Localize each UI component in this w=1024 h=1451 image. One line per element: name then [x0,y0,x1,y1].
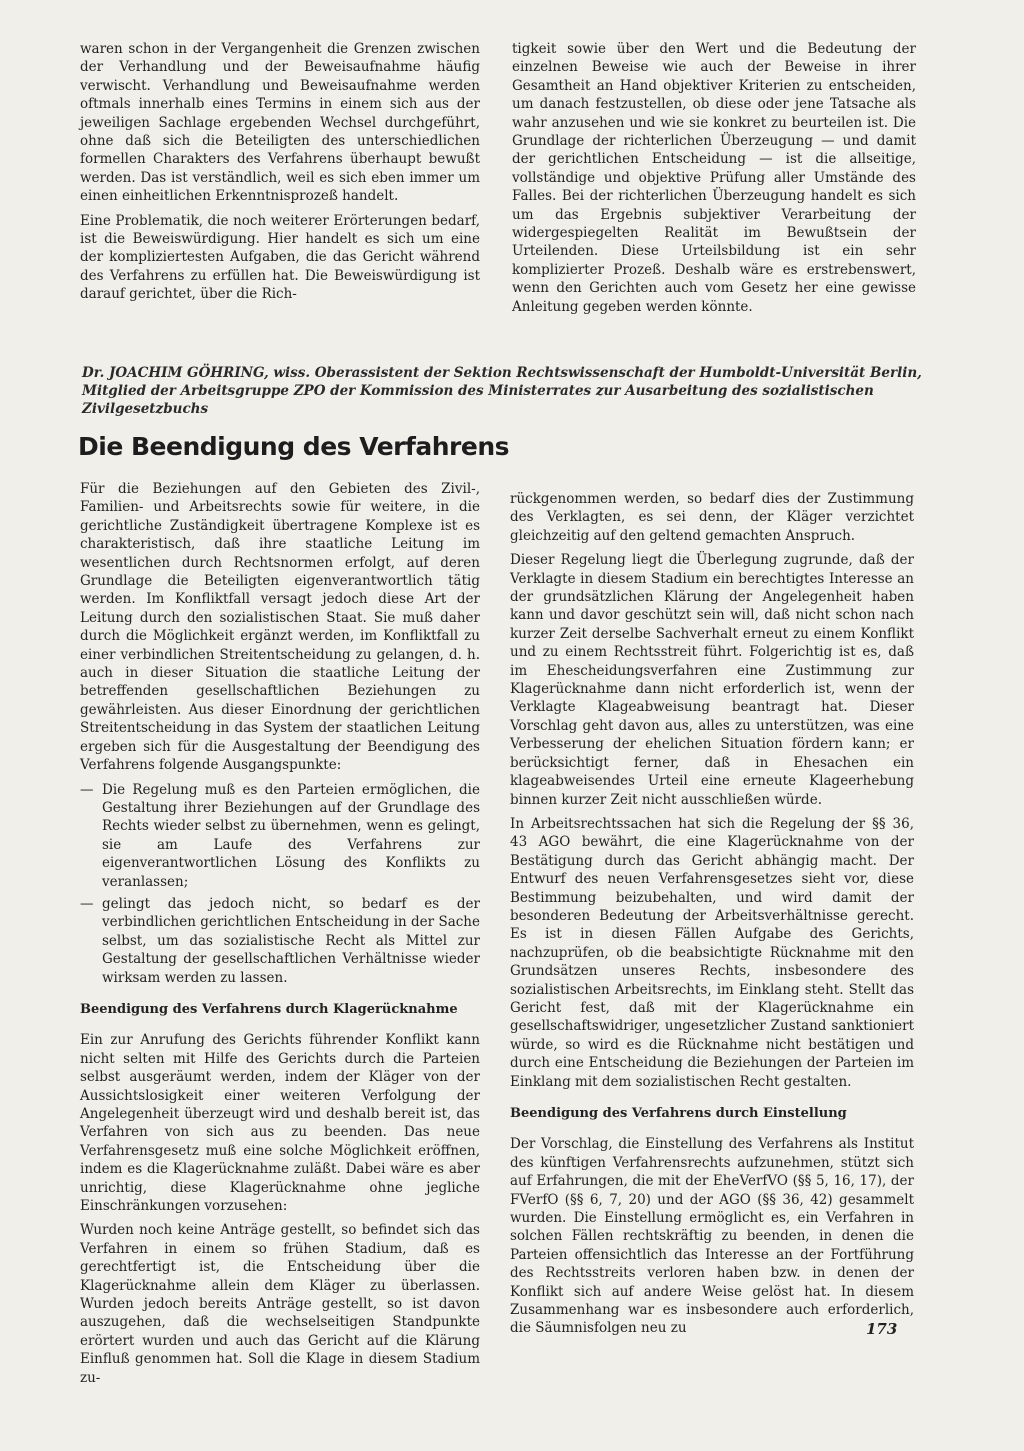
paragraph: Der Vorschlag, die Einstellung des Verfahrens als Institut des künftigen Verfahrensrechts aufzunehmen, stützt sich auf Erfahrungen, die mit der EheVerfVO (§§ 5, 16, 17), der FVerfO (§§ 6, 7, 20) und der AGO (§§ 36, 42) gesammelt wurden. Die Einstellung ermöglicht es, ein Verfahren in solchen Fällen rechtskräftig zu beenden, in denen die Parteien offensichtlich das Interesse an der Fortführung des Rechtsstreits verloren haben bzw. in denen der Konflikt sich auf andere Weise gelöst hat. In diesem Zusammenhang war es insbesondere auch erforderlich, die Säumnisfolgen neu zu [510,1136,914,1337]
section-heading: Beendigung des Verfahrens durch Einstellung [510,1106,847,1121]
paragraph: Ein zur Anrufung des Gerichts führender Konflikt kann nicht selten mit Hilfe des Gerichts durch die Parteien selbst ausgeräumt werden, indem der Kläger von der Aussichtslosigkeit einer weiteren Verfolgung der Angelegenheit überzeugt wird und deshalb bereit ist, das Verfahren von sich aus zu beenden. Das neue Verfahrensgesetz muß eine solche Möglichkeit eröffnen, indem es die Klagerücknahme zuläßt. Dabei wäre es aber unrichtig, diese Klagerücknahme ohne jegliche Einschränkungen vorzusehen: [80,1032,480,1215]
paragraph: Wurden noch keine Anträge gestellt, so befindet sich das Verfahren in einem so frühen Stadium, daß es gerechtfertigt ist, die Entscheidung über die Klagerücknahme allein dem Kläger zu überlassen. Wurden jedoch bereits Anträge gestellt, so ist davon auszugehen, daß die wechselseitigen Standpunkte erörtert wurden und auch das Gericht auf die Klärung Einfluß genommen hat. Soll die Klage in diesem Stadium zu- [80,1222,480,1386]
bottom-left-column [80,480,480,1393]
section-heading: Beendigung des Verfahrens durch Klagerücknahme [80,1001,458,1017]
top-right-column [512,40,916,322]
paragraph: rückgenommen werden, so bedarf dies der Zustimmung des Verklagten, es sei denn, der Kläger verzichtet gleichzeitig auf den geltend gemachten Anspruch. [510,491,914,544]
paragraph: waren schon in der Vergangenheit die Grenzen zwischen der Verhandlung und der Beweisaufnahme häufig verwischt. Verhandlung und Beweisaufnahme werden oftmals innerhalb eines Termins in einem sich aus der jeweiligen Sachlage ergebenden Wechsel durchgeführt, ohne daß sich die Beteiligten des unterschiedlichen formellen Charakters des Verfahrens überhaupt bewußt werden. Das ist verständlich, weil es sich eben immer um einen einheitlichen Erkenntnisprozeß handelt. [80,41,480,205]
author-credit: Dr. JOACHIM GÖHRING, wiss. Oberassistent der Sektion Rechtswissenschaft der Humboldt-Universität Berlin, Mitglied der Arbeitsgruppe ZPO der Kommission des Ministerrates zur Ausarbeitung des sozialistischen Zivilgesetzbuchs [82,365,922,417]
paragraph: Eine Problematik, die noch weiterer Erörterungen bedarf, ist die Beweiswürdigung. Hier handelt es sich um eine der kompliziertesten Aufgaben, die das Gericht während des Verfahrens zu erfüllen hat. Die Beweiswürdigung ist darauf gerichtet, über die Rich- [80,212,480,303]
page-number: 173 [866,1320,898,1338]
dash-mark: — [80,895,94,912]
paragraph: In Arbeitsrechtssachen hat sich die Regelung der §§ 36, 43 AGO bewährt, die eine Klagerücknahme von der Bestätigung durch das Gericht abhängig macht. Der Entwurf des neuen Verfahrensgesetzes sieht vor, diese Bestimmung beizubehalten, und wird damit der besonderen Bedeutung der Arbeitsverhältnisse gerecht. Es ist in diesen Fällen Aufgabe des Gerichts, nachzuprüfen, ob die beabsichtigte Rücknahme mit den Grundsätzen unseres Rechts, insbesondere des sozialistischen Arbeitsrechts, im Einklang steht. Stellt das Gericht fest, daß mit der Klagerücknahme ein gesellschaftswidriger, ungesetzlicher Zustand sanktioniert würde, so wird es die Rücknahme nicht bestätigen und durch eine Entscheidung die Beziehungen der Parteien im Einklang mit dem sozialistischen Recht gestalten. [510,815,914,1090]
list-item [80,781,480,891]
list-item [80,895,480,987]
bullet-list [80,781,480,987]
article-title: Die Beendigung des Verfahrens [78,432,510,461]
paragraph: tigkeit sowie über den Wert und die Bedeutung der einzelnen Beweise wie auch der Beweise in ihrer Gesamtheit an Hand objektiver Kriterien zu entscheiden, um danach festzustellen, ob diese oder jene Tatsache als wahr anzusehen und wie sie konkret zu beurteilen ist. Die Grundlage der richterlichen Überzeugung — und damit der gerichtlichen Entscheidung — ist die allseitige, vollständige und objektive Prüfung aller Umstände des Falles. Bei der richterlichen Überzeugung handelt es sich um das Ergebnis subjektiver Verarbeitung der widergespiegelten Realität im Bewußtsein der Urteilenden. Diese Urteilsbildung ist ein sehr komplizierter Prozeß. Deshalb wäre es erstrebenswert, wenn den Gerichten auch vom Gesetz her eine gewisse Anleitung gegeben werden könnte. [512,41,916,315]
paragraph: Für die Beziehungen auf den Gebieten des Zivil-, Familien- und Arbeitsrechts sowie für weitere, in die gerichtliche Zuständigkeit übertragene Komplexe ist es charakteristisch, daß ihre staatliche Leitung im wesentlichen durch Rechtsnormen erfolgt, auf deren Grundlage die Beteiligten eigenverantwortlich tätig werden. Im Konfliktfall versagt jedoch diese Art der Leitung durch den sozialistischen Staat. Sie muß daher durch die Möglichkeit ergänzt werden, im Konfliktfall zu einer verbindlichen Streitentscheidung zu gelangen, d. h. auch in dieser Situation die staatliche Leitung der betreffenden gesellschaftlichen Beziehungen zu gewährleisten. Aus dieser Einordnung der gerichtlichen Streitentscheidung in das System der staatlichen Leitung ergeben sich für die Ausgestaltung der Beendigung des Verfahrens folgende Ausgangspunkte: [80,481,480,774]
bottom-right-column [510,490,914,1344]
list-item-text: gelingt das jedoch nicht, so bedarf es der verbindlichen gerichtlichen Entscheidung in der Sache selbst, um das sozialistische Recht als Mittel zur Gestaltung der gesellschaftlichen Verhältnisse wieder wirksam werden zu lassen. [102,895,480,986]
top-left-column [80,40,480,310]
list-item-text: Die Regelung muß es den Parteien ermöglichen, die Gestaltung ihrer Beziehungen auf der Grundlage des Rechts wieder selbst zu übernehmen, wenn es gelingt, sie am Laufe des Verfahrens zur eigenverantwortlichen Lösung des Konflikts zu veranlassen; [102,781,480,890]
paragraph: Dieser Regelung liegt die Überlegung zugrunde, daß der Verklagte in diesem Stadium ein berechtigtes Interesse an der grundsätzlichen Klärung der Angelegenheit haben kann und davor geschützt sein will, daß nicht schon nach kurzer Zeit derselbe Sachverhalt erneut zu einem Konflikt und zu einem Rechtsstreit führt. Folgerichtig ist es, daß im Ehescheidungsverfahren eine Zustimmung zur Klagerücknahme dann nicht erforderlich ist, wenn der Verklagte Klageabweisung beantragt hat. Dieser Vorschlag geht davon aus, alles zu unterstützen, was eine Verbesserung der ehelichen Situation fördern kann; er berücksichtigt ferner, daß in Ehesachen ein klageabweisendes Urteil eine erneute Klageerhebung binnen kurzer Zeit nicht ausschließen würde. [510,552,914,808]
dash-mark: — [80,781,94,798]
